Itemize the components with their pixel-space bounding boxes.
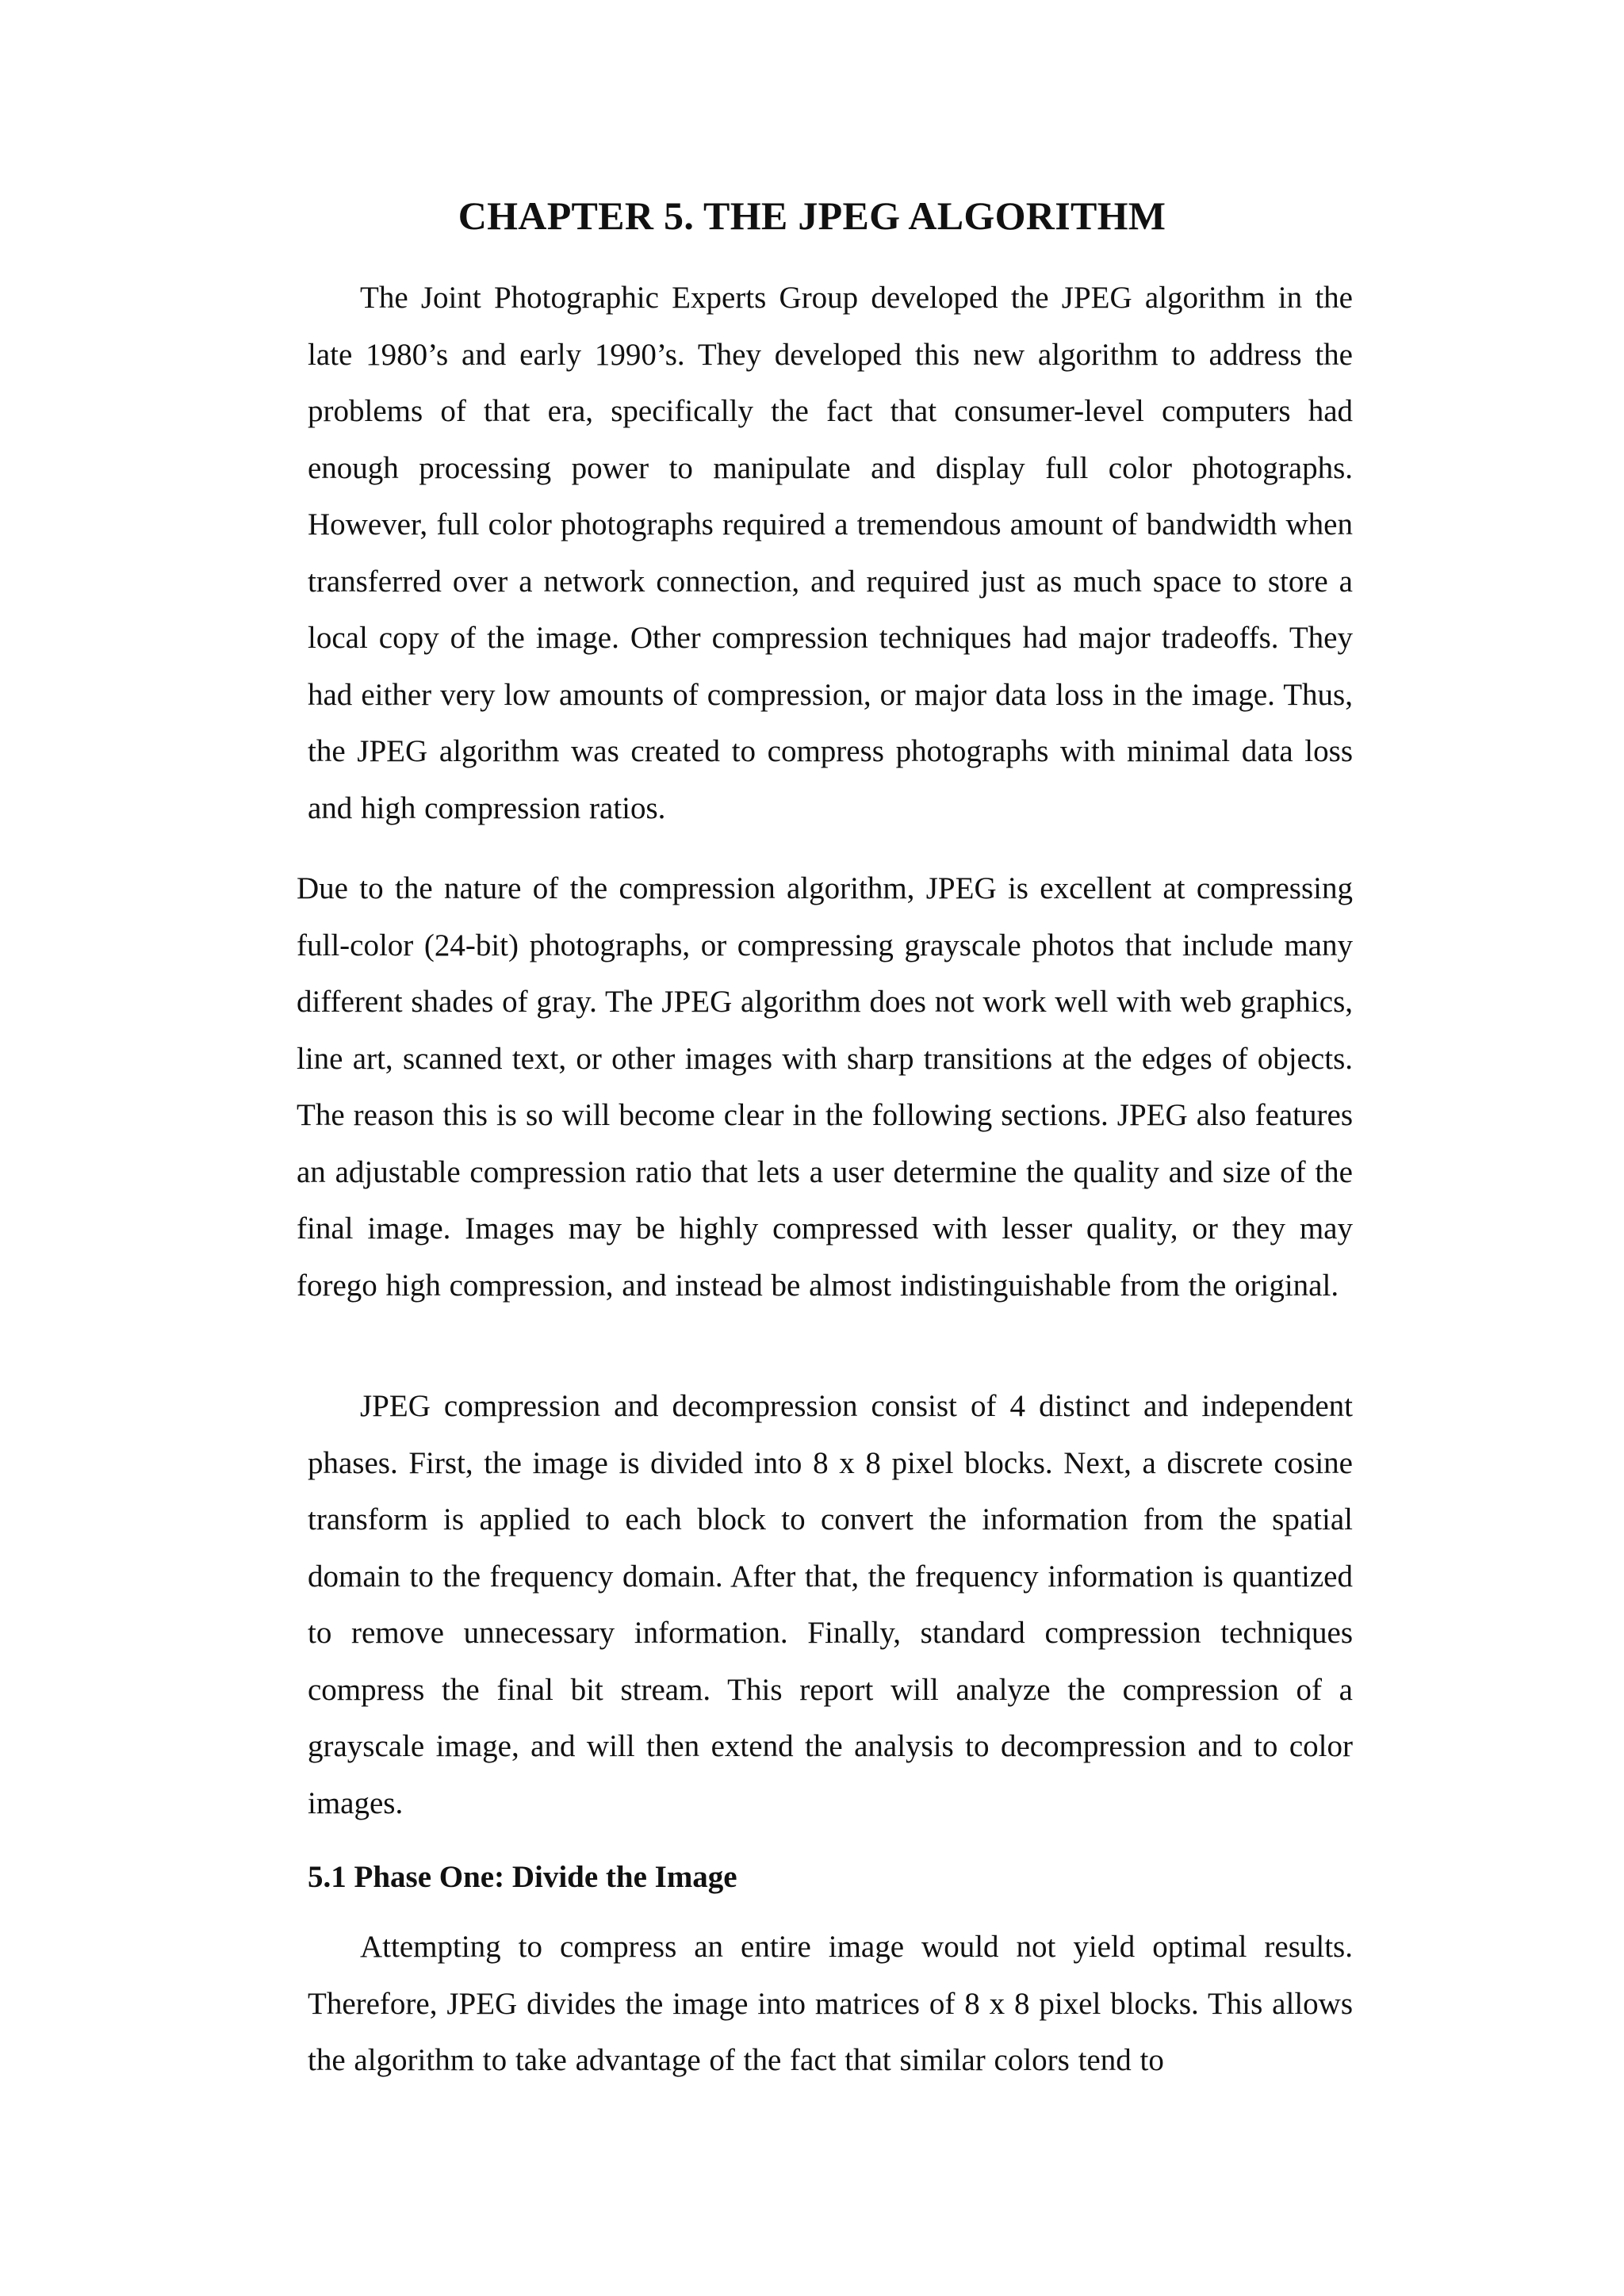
paragraph-suitability: Due to the nature of the compression algorithm, JPEG is excellent at compressing full-color (24-bit) photographs, or compressing grayscale photos that include many different shades of gray. The JPEG algorithm does not work well with web graphics, line art, scanned text, or other images with sharp transitions at the edges of objects. The reason this is so will become clear in the following sections. JPEG also features an adjustable compression ratio that lets a user determine the quality and size of the final image. Images may be highly compressed with lesser quality, or they may forego high compression, and instead be almost indistinguishable from the original. bbox=[297, 871, 1353, 1303]
paragraph-phase-one: Attempting to compress an entire image would not yield optimal results. Therefore, JPEG divides the image into matrices of 8 x 8 pixel blocks. This allows the algorithm to take advantage of the fact that similar colors tend to bbox=[308, 1930, 1353, 2077]
section-heading: 5.1 Phase One: Divide the Image bbox=[308, 1860, 737, 1894]
chapter-title: CHAPTER 5. THE JPEG ALGORITHM bbox=[458, 193, 1166, 238]
paragraph-phases: JPEG compression and decompression consist of 4 distinct and independent phases. First, the image is divided into 8 x 8 pixel blocks. Next, a discrete cosine transform is applied to each block to convert the information from the spatial domain to the frequency domain. After that, the frequency information is quantized to remove unnecessary information. Finally, standard compression techniques compress the final bit stream. This report will analyze the compression of a grayscale image, and will then extend the analysis to decompression and to color images. bbox=[308, 1389, 1353, 1820]
paragraph-intro: The Joint Photographic Experts Group developed the JPEG algorithm in the late 1980’s and early 1990’s. They developed this new algorithm to address the problems of that era, specifically the fact that consumer-level computers had enough processing power to manipulate and display full color photographs. However, full color photographs required a tremendous amount of bandwidth when transferred over a network connection, and required just as much space to store a local copy of the image. Other compression techniques had major tradeoffs. They had either very low amounts of compression, or major data loss in the image. Thus, the JPEG algorithm was created to compress photographs with minimal data loss and high compression ratios. bbox=[308, 281, 1353, 825]
